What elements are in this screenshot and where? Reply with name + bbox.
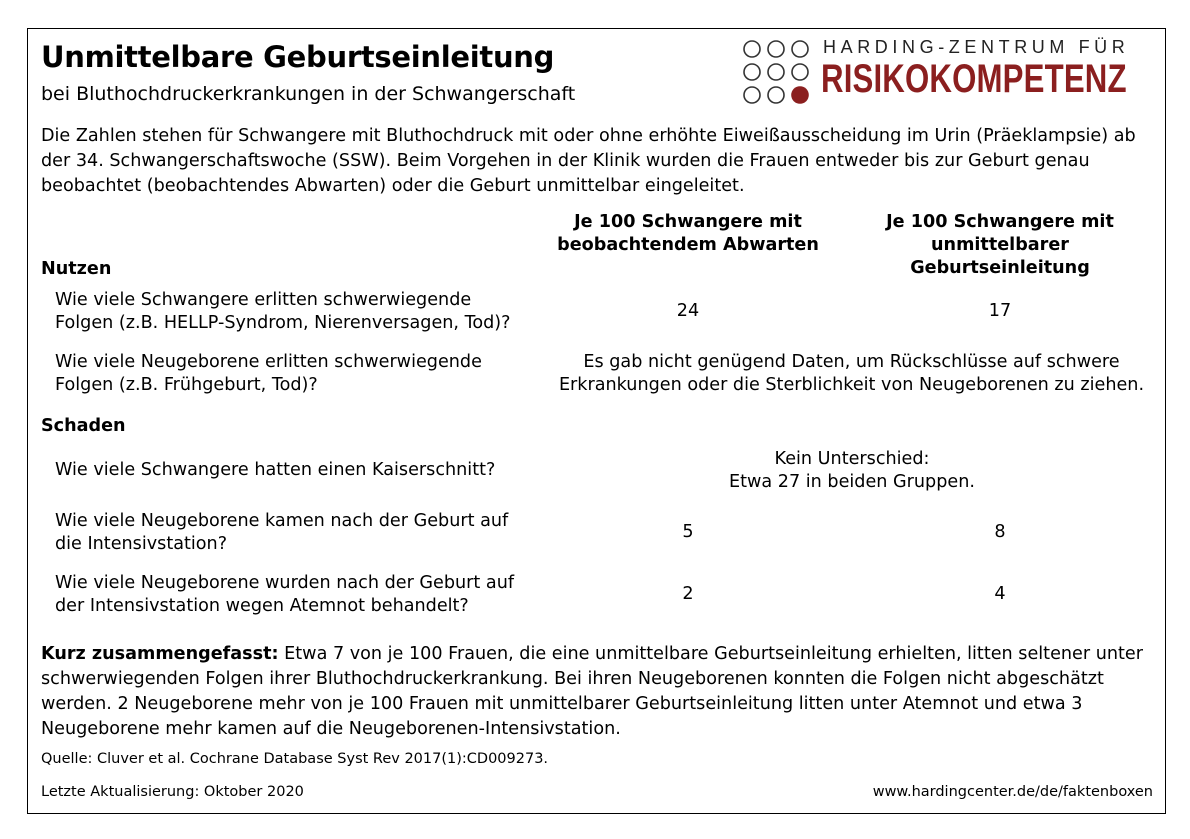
- logo-top-text: HARDING-ZENTRUM FÜR: [823, 37, 1130, 57]
- value-cell: 5: [682, 522, 694, 542]
- note-insufficient-data: Es gab nicht genügend Daten, um Rückschlüsse auf schwere Erkrankungen oder die Sterblichkeit von Neugeborenen zu ziehen.: [558, 352, 1145, 395]
- summary-text: Etwa 7 von je 100 Frauen, die eine unmittelbare Geburtseinleitung erhielten, litten seltener unter schwerwiegenden Folgen ihrer Bluthochdruckerkrankung. Bei ihren Neugeborenen konnten die Folgen nicht abgeschätzt werden. 2 Neugeborene mehr von je 100 Frauen mit unmittelbarer Geburtseinleitung litten unter Atemnot und etwa 3 Neugeborene mehr kamen auf die Neugeborenen-Intensivstation.: [41, 644, 1143, 739]
- logo-main-text: RISIKOKOMPETENZ: [821, 57, 1127, 101]
- note-no-difference: Kein Unterschied: Etwa 27 in beiden Gruppen.: [729, 449, 975, 492]
- harding-center-logo: [741, 37, 1153, 107]
- summary-paragraph: [41, 642, 1151, 742]
- value-cell: 2: [682, 584, 694, 604]
- page-subtitle: bei Bluthochdruckerkrankungen in der Schwangerschaft: [41, 83, 576, 105]
- question-newborns-respiratory-distress: Wie viele Neugeborene wurden nach der Geburt auf der Intensivstation wegen Atemnot behandelt?: [55, 573, 515, 616]
- value-cell: 4: [994, 584, 1006, 604]
- question-mothers-severe-outcomes: Wie viele Schwangere erlitten schwerwiegende Folgen (z.B. HELLP-Syndrom, Nierenversagen, Tod)?: [55, 290, 511, 333]
- value-cell: 17: [988, 301, 1012, 321]
- value-cell: 8: [994, 522, 1006, 542]
- value-cell: 24: [676, 301, 700, 321]
- logo-dots-icon: [741, 39, 821, 105]
- question-newborns-intensive-care: Wie viele Neugeborene kamen nach der Geburt auf die Intensivstation?: [55, 511, 509, 554]
- question-newborns-severe-outcomes: Wie viele Neugeborene erlitten schwerwiegende Folgen (z.B. Frühgeburt, Tod)?: [55, 352, 482, 395]
- section-heading-benefit: Nutzen: [41, 259, 112, 279]
- column-header-immediate-induction: Je 100 Schwangere mit unmittelbarer Geburtseinleitung: [886, 212, 1114, 278]
- column-header-watchful-waiting: Je 100 Schwangere mit beobachtendem Abwarten: [557, 212, 819, 255]
- source-citation: Quelle: Cluver et al. Cochrane Database Syst Rev 2017(1):CD009273.: [41, 751, 549, 767]
- last-updated: Letzte Aktualisierung: Oktober 2020: [41, 784, 304, 800]
- section-heading-harm: Schaden: [41, 416, 126, 436]
- intro-text: Die Zahlen stehen für Schwangere mit Bluthochdruck mit oder ohne erhöhte Eiweißausscheidung im Urin (Präeklampsie) ab der 34. Schwangerschaftswoche (SSW). Beim Vorgehen in der Klinik wurden die Frauen entweder bis zur Geburt genau beobachtet (beobachtendes Abwarten) oder die Geburt unmittelbar eingeleitet.: [41, 126, 1136, 196]
- question-caesarean: Wie viele Schwangere hatten einen Kaiserschnitt?: [55, 460, 496, 480]
- summary-label: Kurz zusammengefasst:: [41, 644, 279, 664]
- page-title: Unmittelbare Geburtseinleitung: [41, 40, 555, 74]
- website-link[interactable]: www.hardingcenter.de/de/faktenboxen: [872, 784, 1153, 800]
